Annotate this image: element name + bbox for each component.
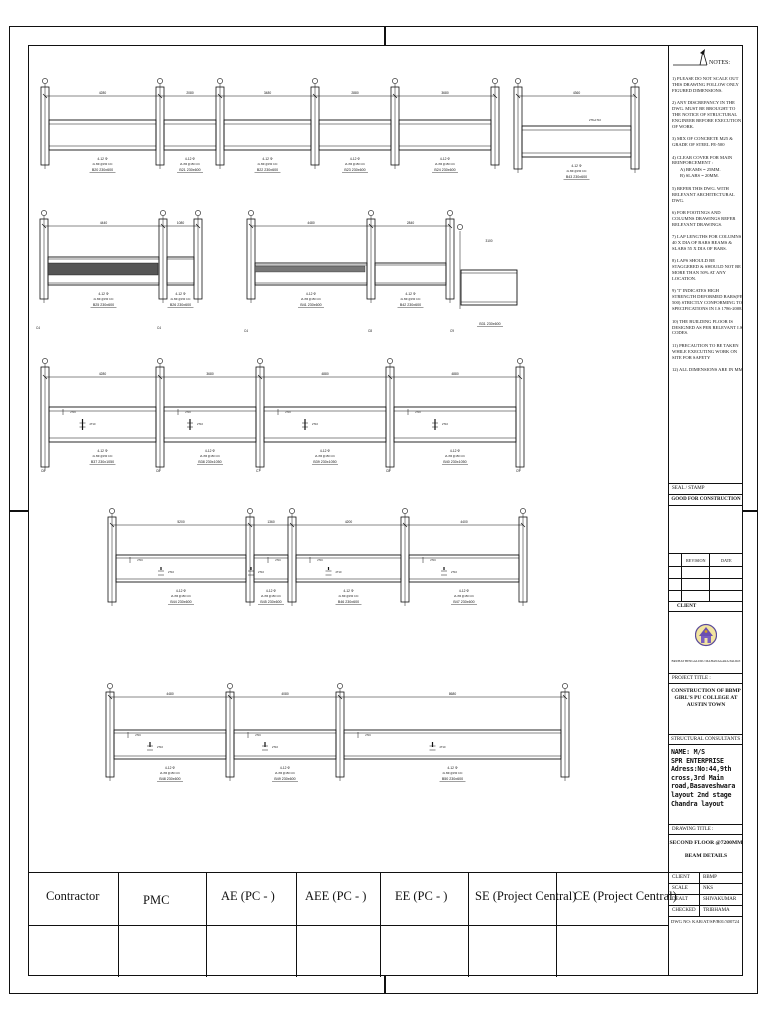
- signature-column-divider: [118, 873, 119, 977]
- grid-bubble: [337, 683, 342, 688]
- rebar-callout: 4-12 Φ: [349, 157, 361, 161]
- rebar-callout: 4-12 Φ: [97, 449, 108, 453]
- signature-label: PMC: [143, 893, 170, 907]
- beam-elevation: [375, 263, 446, 285]
- beam-label: B44 230x600: [170, 600, 192, 604]
- note-item: 3) MIX OF CONCRETE M25 & GRADE OF STEEL FE-500: [672, 136, 733, 148]
- extra-bar-note: 2T16: [255, 734, 261, 737]
- note-item: 9) 'T' INDICATES HIGH STRENGTH DEFORMED BARS(FE 500) STRICTLY CONFORMING TO SPECIFICATIONS IN I.S 1786-2008.: [672, 288, 743, 312]
- column-label: C4: [35, 326, 41, 330]
- note-item: 2) ANY DISCREPANCY IN THE DWG. MUST BE BROUGHT TO THE NOTICE OF STRUCTURAL ENGINEER BEFORE EXECUTION OF WORK.: [672, 100, 742, 129]
- beam-elevation: [409, 555, 519, 582]
- beam-label: B48 230x600: [159, 777, 181, 781]
- rebar-callout: 4-12 Φ: [405, 292, 416, 296]
- span-dimension: 3680: [206, 372, 214, 376]
- grid-bubble: [217, 78, 222, 83]
- beam-label: B23 230x600: [344, 168, 366, 172]
- approval-signature-table: [28, 872, 677, 976]
- grid-bubble: [312, 78, 317, 83]
- beam-label: B21 230x600: [179, 168, 201, 172]
- rebar-callout: 4-12 Φ: [98, 292, 109, 296]
- metadata-value: SHIVAKUMAR: [703, 897, 737, 902]
- rebar-callout: 4-12 Φ: [184, 157, 196, 161]
- beam-label: B38 230x1050: [198, 460, 222, 464]
- beam-label: B39 230x1050: [313, 460, 337, 464]
- rebar-callout: 4-12 Φ: [97, 157, 108, 161]
- span-dimension: 2880: [351, 91, 359, 95]
- span-dimension: 4440: [99, 221, 108, 225]
- signature-label: Contractor: [46, 889, 100, 903]
- grid-bubble: [247, 508, 252, 513]
- signature-label: SE (Project Central): [475, 889, 577, 903]
- notes-header: [669, 45, 744, 73]
- consultant-line: Adress:No:44,9th: [671, 765, 732, 774]
- rebar-callout: 4-12 Φ: [319, 449, 331, 453]
- client-header-label: CLIENT: [677, 604, 697, 609]
- span-dimension: 2840: [406, 221, 415, 225]
- rebar-callout: 4-12 Φ: [305, 292, 317, 296]
- center-mark-top: [384, 26, 386, 45]
- drawing-title-label: DRAWING TITLE :: [672, 827, 714, 832]
- stirrup-callout: 2L 8Φ @150 C/C: [454, 595, 474, 598]
- stirrup-callout: 2L 8Φ @150 C/C: [257, 163, 278, 166]
- stirrup-callout: 2L 8Φ @150 C/C: [445, 455, 465, 458]
- extra-bar-note: 2T16: [70, 411, 76, 414]
- grid-bubble: [392, 78, 397, 83]
- note-item: 1) PLEASE DO NOT SCALE OUT THIS DRAWING FOLLOW ONLY FIGURED DIMENSIONS.: [672, 76, 739, 93]
- gfc-label: GOOD FOR CONSTRUCTION: [671, 497, 741, 502]
- note-item: 4) CLEAR COVER FOR MAIN REINFORCEMENT :: [672, 154, 733, 166]
- beam-elevation: [49, 120, 156, 150]
- stirrup-callout: 2L 8Φ @150 C/C: [442, 772, 463, 775]
- metadata-value: BBMP: [703, 875, 717, 880]
- span-dimension: 4480: [166, 692, 174, 696]
- gfc-box: [669, 494, 743, 506]
- stirrup-callout: 2L 8Φ @150 C/C: [566, 170, 587, 173]
- metadata-key: SCALE: [672, 886, 688, 891]
- extra-bar-note: 2T16: [135, 734, 141, 737]
- note-item: 5) REFER THIS DWG. WITH RELEVANT ARCHITECTURAL DWG.: [672, 185, 735, 203]
- seal-stamp-box: [669, 483, 743, 494]
- stirrup-callout: 2L 8Φ @150 C/C: [301, 298, 321, 301]
- extra-bar-note: 2T16: [185, 411, 191, 414]
- signature-label: AE (PC - ): [221, 889, 275, 903]
- note-item: B) SLABS = 20MM.: [680, 173, 719, 179]
- section-rebar-note: 2T10: [89, 423, 96, 426]
- grid-bubble: [248, 210, 253, 215]
- span-dimension: 1360: [267, 520, 275, 524]
- span-dimension: 1080: [176, 221, 185, 225]
- grid-bubble: [562, 683, 567, 688]
- beam-label: B50 230x600: [441, 777, 464, 781]
- beam-elevation: [264, 407, 386, 442]
- column-label: C9: [449, 329, 455, 333]
- consultant-line: road,Basaveshwara: [671, 782, 736, 791]
- column-label: C9: [515, 469, 521, 473]
- column-label: C6: [40, 469, 46, 473]
- grid-bubble: [107, 683, 112, 688]
- beam-elevation: [461, 270, 517, 305]
- beam-details-drawing: [30, 47, 666, 827]
- bbmp-emblem-icon: [695, 622, 717, 648]
- revision-label: REVISION: [686, 558, 706, 563]
- grid-bubble: [227, 683, 232, 688]
- extra-bar-note: 2T16: [137, 559, 143, 562]
- extra-bar-note: 2T16: [365, 734, 371, 737]
- span-dimension: 4880: [321, 372, 329, 376]
- span-dimension: 4280: [98, 372, 107, 376]
- span-dimension: 2080: [186, 91, 194, 95]
- beam-label: B46 230x600: [337, 600, 360, 604]
- project-title-label: PROJECT TITLE :: [672, 676, 711, 681]
- signature-column-divider: [556, 873, 557, 977]
- column-label: C8: [367, 329, 373, 333]
- grid-bubble: [515, 78, 520, 83]
- span-dimension: 3100: [485, 239, 493, 243]
- beam-hatch: [255, 266, 365, 272]
- span-dimension: 4200: [344, 520, 353, 524]
- span-dimension: 4400: [460, 520, 468, 524]
- client-logo-box: [669, 611, 743, 674]
- stirrup-callout: 2L 8Φ @150 C/C: [171, 595, 191, 598]
- rebar-callout: 4-12 Φ: [447, 766, 458, 770]
- rebar-callout: 4-12 Φ: [164, 766, 176, 770]
- notes-list: [672, 76, 743, 379]
- section-rebar-note: 2T10: [168, 571, 174, 574]
- section-rebar-note: 2T10: [442, 423, 448, 426]
- grid-bubble: [157, 78, 162, 83]
- grid-bubble: [195, 210, 200, 215]
- stirrup-callout: 2L 8Φ @150 C/C: [275, 772, 295, 775]
- signature-column-divider: [206, 873, 207, 977]
- rebar-callout: 4-12 Φ: [571, 164, 582, 168]
- stirrup-callout: 2L 8Φ @150 C/C: [400, 298, 421, 301]
- span-dimension: 3480: [263, 91, 272, 95]
- signature-label: EE (PC - ): [395, 889, 448, 903]
- section-rebar-note: 2T10: [197, 423, 203, 426]
- grid-bubble: [447, 210, 452, 215]
- rebar-callout: 4-12 Φ: [439, 157, 451, 161]
- rebar-callout: 4-12 Φ: [175, 292, 186, 296]
- grid-bubble: [387, 358, 392, 363]
- beam-elevation: [254, 555, 288, 582]
- extra-bar-note: 2T8+1T10: [589, 119, 601, 122]
- beam-elevation: [116, 555, 246, 582]
- stirrup-callout: 2L 8Φ @150 C/C: [160, 772, 180, 775]
- signature-column-divider: [296, 873, 297, 977]
- rebar-callout: 4-12 Φ: [204, 449, 216, 453]
- column-label: C8: [385, 469, 391, 473]
- grid-bubble: [157, 358, 162, 363]
- note-item: 6) FOR FOOTINGS AND COLUMNS DRAWINGS REFER RELEVANT DRAWINGS.: [672, 209, 736, 227]
- revision-table: [669, 553, 743, 602]
- extra-bar-note: 2T16: [317, 559, 323, 562]
- extra-bar-note: 2T16: [275, 559, 281, 562]
- rebar-callout: 4-12 Φ: [265, 589, 277, 593]
- metadata-value: NKS: [703, 886, 714, 891]
- beam-label: B43 230x600: [565, 175, 588, 179]
- note-item: 12) ALL DIMENSIONS ARE IN MM: [672, 367, 743, 373]
- beam-label: B22 230x600: [256, 168, 279, 172]
- column-label: C4: [243, 329, 249, 333]
- extra-bar-note: 2T16: [285, 411, 291, 414]
- center-mark-right: [743, 510, 758, 512]
- consultant-line: Chandra layout: [671, 799, 724, 808]
- beam-elevation: [319, 120, 391, 150]
- beam-elevation: [49, 407, 156, 442]
- grid-bubble: [632, 78, 637, 83]
- grid-bubble: [402, 508, 407, 513]
- beam-hatch: [48, 263, 158, 275]
- stirrup-callout: 2L 8Φ @150 C/C: [338, 595, 359, 598]
- rebar-callout: 4-12 Φ: [458, 589, 470, 593]
- beam-elevation: [394, 407, 516, 442]
- grid-bubble: [42, 78, 47, 83]
- title-block: [668, 45, 743, 976]
- grid-bubble: [109, 508, 114, 513]
- span-dimension: 8680: [448, 692, 457, 696]
- extra-bar-note: 2T16: [430, 559, 436, 562]
- consultant-line: layout 2nd stage: [671, 790, 732, 799]
- span-dimension: 3680: [441, 91, 449, 95]
- center-mark-left: [9, 510, 28, 512]
- grid-bubble: [160, 210, 165, 215]
- metadata-key: CHECKED: [672, 908, 696, 913]
- grid-bubble: [457, 224, 462, 229]
- notes-title: NOTES:: [709, 60, 730, 66]
- project-title: CONSTRUCTION OF BBMP GIRL'S PU COLLEGE AT AUSTIN TOWN: [671, 688, 741, 708]
- client-org-name: BRUHAT BENGALURU MAHANAGARA PALIKE: [671, 659, 741, 663]
- section-rebar-note: 2T10: [157, 746, 163, 749]
- beam-elevation: [114, 730, 226, 759]
- rebar-callout: 4-12 Φ: [262, 157, 273, 161]
- beam-label: B26 230x600: [169, 303, 192, 307]
- dwg-no: DWG NO: KAR/AT/SP/B01/300724: [671, 919, 740, 924]
- stirrup-callout: 2L 8Φ @150 C/C: [200, 455, 220, 458]
- span-dimension: 4080: [281, 692, 289, 696]
- rebar-callout: 4-12 Φ: [343, 589, 354, 593]
- section-rebar-note: 2T10: [312, 423, 318, 426]
- seal-stamp-label: SEAL / STAMP: [672, 486, 705, 491]
- span-dimension: 4480: [307, 221, 315, 225]
- grid-bubble: [368, 210, 373, 215]
- signature-column-divider: [380, 873, 381, 977]
- grid-bubble: [41, 210, 46, 215]
- consultants-label: STRUCTURAL CONSULTANTS :: [671, 737, 743, 742]
- grid-bubble: [517, 358, 522, 363]
- consultant-box: [669, 744, 743, 825]
- beam-label: B42 230x600: [399, 303, 422, 307]
- stirrup-callout: 2L 8Φ @150 C/C: [170, 298, 191, 301]
- consultant-line: cross,3rd Main: [671, 773, 724, 782]
- beam-elevation: [164, 120, 216, 150]
- beam-label: B24 230x600: [434, 168, 456, 172]
- beam-elevation: [224, 120, 311, 150]
- stirrup-callout: 2L 8Φ @150 C/C: [180, 163, 200, 166]
- metadata-key: DEALT: [672, 897, 688, 902]
- extra-bar-note: 2T16: [415, 411, 421, 414]
- section-rebar-note: 2T10: [272, 746, 278, 749]
- drawing-title-line1: SECOND FLOOR @7200MM: [669, 840, 743, 846]
- stirrup-callout: 2L 8Φ @150 C/C: [315, 455, 335, 458]
- span-dimension: 4880: [451, 372, 459, 376]
- beam-elevation: [234, 730, 336, 759]
- signature-label: CE (Project Central): [574, 889, 677, 903]
- beam-elevation: [344, 730, 561, 759]
- grid-bubble: [257, 358, 262, 363]
- stirrup-callout: 2L 8Φ @150 C/C: [92, 455, 113, 458]
- span-dimension: 5200: [177, 520, 185, 524]
- signature-column-divider: [468, 873, 469, 977]
- section-rebar-note: 2T10: [439, 746, 446, 749]
- signature-row-divider: [28, 925, 668, 926]
- section-rebar-note: 2T10: [258, 571, 264, 574]
- stirrup-callout: 2L 8Φ @150 C/C: [92, 163, 113, 166]
- rebar-callout: 4-12 Φ: [449, 449, 461, 453]
- beam-label: B37 230x1050: [90, 460, 115, 464]
- consultant-line: SPR ENTERPRISE: [671, 756, 724, 765]
- rebar-callout: 4-12 Φ: [175, 589, 187, 593]
- center-mark-bottom: [384, 976, 386, 994]
- notes-flag-icon: [669, 45, 744, 73]
- grid-bubble: [42, 358, 47, 363]
- stirrup-callout: 2L 8Φ @150 C/C: [435, 163, 455, 166]
- metadata-key: CLIENT: [672, 875, 690, 880]
- grid-bubble: [492, 78, 497, 83]
- metadata-value: TRIBHAMA: [703, 908, 730, 913]
- stirrup-callout: 2L 8Φ @150 C/C: [345, 163, 365, 166]
- date-label: DATE: [721, 558, 732, 563]
- note-item: 11) PRECAUTION TO BE TAKEN WHILE EXECUTING WORK ON SITE FOR SAFETY: [672, 342, 739, 360]
- drawing-title-box: [669, 834, 743, 873]
- span-dimension: 4280: [98, 91, 107, 95]
- beam-label: B31 230x600: [479, 322, 501, 326]
- beam-label: B40 230x1050: [443, 460, 467, 464]
- consultant-line: NAME: M/S: [671, 748, 705, 756]
- beam-elevation: [522, 126, 631, 157]
- beam-label: B49 230x600: [274, 777, 296, 781]
- span-dimension: 4360: [572, 91, 581, 95]
- stirrup-callout: 2L 8Φ @150 C/C: [261, 595, 281, 598]
- beam-label: B20 230x600: [91, 168, 114, 172]
- note-item: 10) THE BUILDING FLOOR IS DESIGNED AS PER RELEVANT I.S CODES.: [672, 318, 743, 336]
- note-item: 7) LAP LENGTHS FOR COLUMNS 40 X DIA OF BARS BEAMS & SLABS 55 X DIA OF BARS.: [672, 234, 742, 251]
- drawing-title-line2: BEAM DETAILS: [684, 853, 728, 859]
- beam-label: B41 230x600: [300, 303, 322, 307]
- beam-elevation: [296, 555, 401, 582]
- section-rebar-note: 2T10: [335, 571, 342, 574]
- beam-label: B25 230x600: [92, 303, 115, 307]
- note-item: A) BEAMS = 25MM.: [680, 166, 721, 172]
- signature-label: AEE (PC - ): [305, 889, 367, 903]
- section-rebar-note: 2T10: [451, 571, 457, 574]
- column-label: C4: [156, 326, 162, 330]
- column-label: C7: [255, 469, 261, 473]
- beam-elevation: [167, 257, 194, 285]
- column-label: C6: [155, 469, 161, 473]
- note-item: 8) LAPS SHOULD BE STAGGERED & SHOULD NOT BE MORE THAN 50% AT ANY LOCATION.: [672, 258, 741, 282]
- beam-label: B45 230x600: [260, 600, 282, 604]
- beam-label: B47 230x600: [453, 600, 475, 604]
- beam-elevation: [399, 120, 491, 150]
- rebar-callout: 4-12 Φ: [279, 766, 291, 770]
- grid-bubble: [289, 508, 294, 513]
- project-title-box: [669, 683, 743, 729]
- dwg-no-box: [669, 916, 743, 928]
- stirrup-callout: 2L 8Φ @150 C/C: [93, 298, 114, 301]
- grid-bubble: [520, 508, 525, 513]
